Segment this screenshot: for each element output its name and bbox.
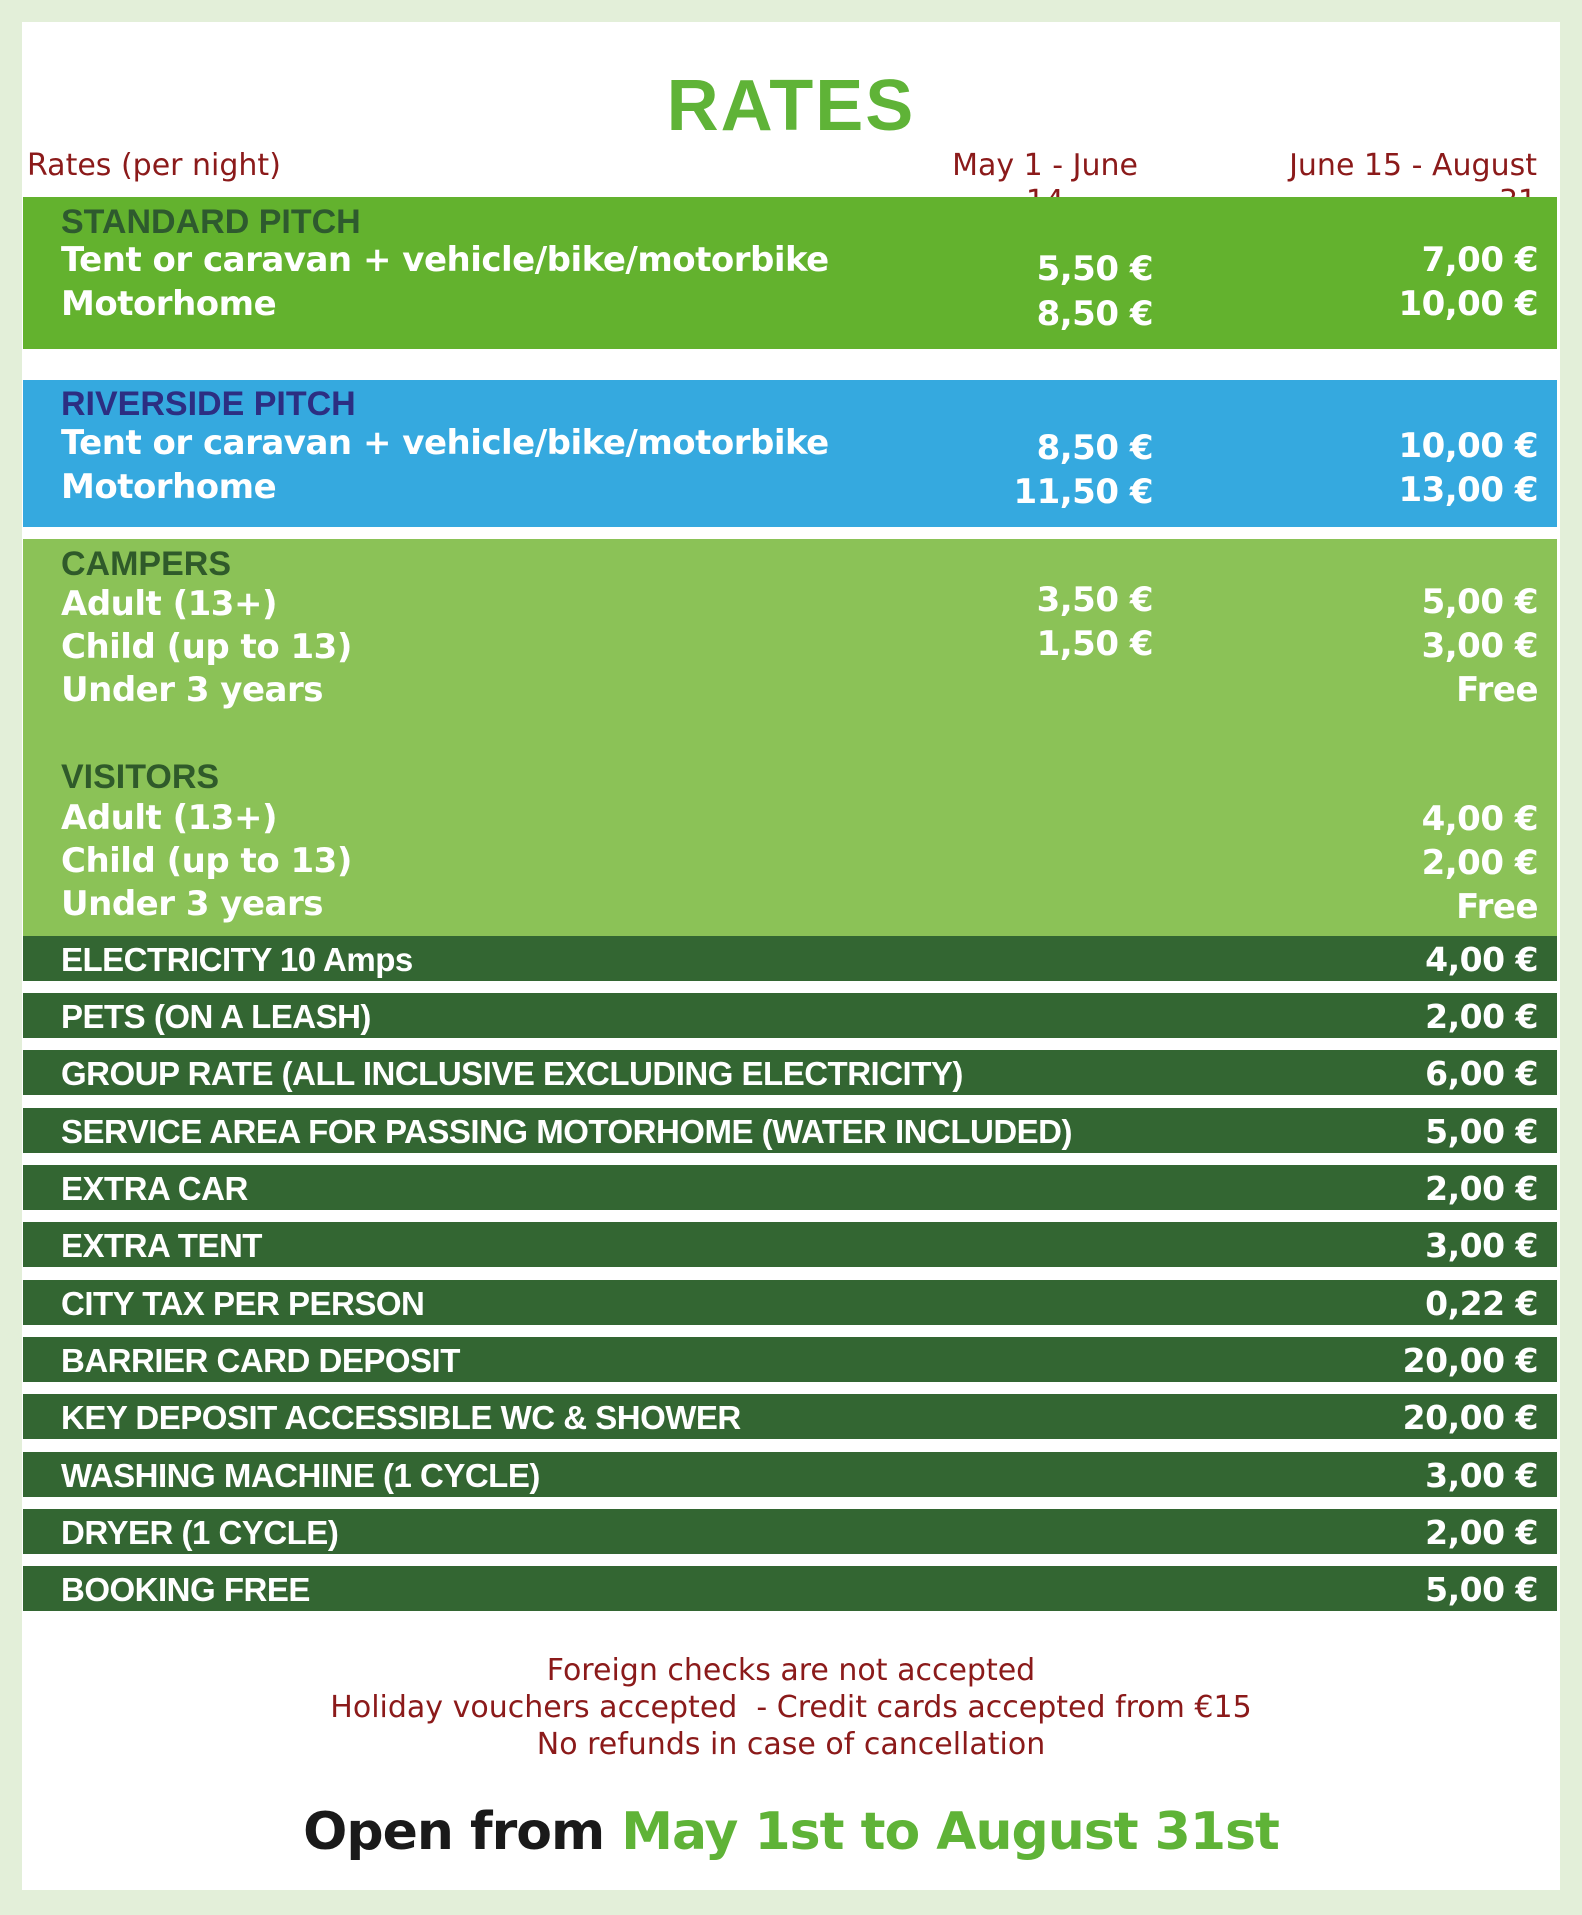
rate-label: Child (up to 13) bbox=[61, 627, 352, 667]
extra-price: 3,00 € bbox=[1425, 1456, 1538, 1495]
rate-price-period-2: 7,00 € bbox=[1421, 240, 1538, 280]
opening-dates: May 1st to August 31st bbox=[621, 1802, 1279, 1862]
rate-price-period-1: 1,50 € bbox=[1036, 624, 1153, 664]
rate-label: Motorhome bbox=[61, 284, 277, 324]
extra-price: 2,00 € bbox=[1425, 997, 1538, 1036]
rate-price-period-2: 3,00 € bbox=[1421, 626, 1538, 666]
extra-price: 20,00 € bbox=[1402, 1398, 1538, 1437]
visitors-section bbox=[23, 736, 1557, 944]
extra-label: BARRIER CARD DEPOSIT bbox=[61, 1342, 460, 1379]
extra-row-pets bbox=[23, 993, 1557, 1038]
extra-label: KEY DEPOSIT ACCESSIBLE WC & SHOWER bbox=[61, 1399, 741, 1436]
rate-price-period-2: 4,00 € bbox=[1421, 799, 1538, 839]
extra-row-dryer bbox=[23, 1509, 1557, 1554]
campers-section bbox=[23, 539, 1557, 747]
payment-notes bbox=[22, 1652, 1560, 1763]
note-line: Holiday vouchers accepted - Credit cards accepted from €15 bbox=[330, 1690, 1252, 1725]
extra-label: SERVICE AREA FOR PASSING MOTORHOME (WATER INCLUDED) bbox=[61, 1113, 1072, 1150]
rates-per-night-label: Rates (per night) bbox=[27, 148, 281, 183]
rate-label: Adult (13+) bbox=[61, 584, 277, 624]
extra-price: 5,00 € bbox=[1425, 1570, 1538, 1609]
rate-price-period-1: 8,50 € bbox=[1036, 428, 1153, 468]
extra-label: BOOKING FREE bbox=[61, 1571, 310, 1608]
extra-label: ELECTRICITY 10 Amps bbox=[61, 941, 413, 978]
extra-price: 5,00 € bbox=[1425, 1112, 1538, 1151]
section-title: VISITORS bbox=[61, 758, 220, 796]
rate-price-period-2: 13,00 € bbox=[1398, 470, 1538, 510]
rate-label: Adult (13+) bbox=[61, 798, 277, 838]
section-title: STANDARD PITCH bbox=[61, 203, 361, 241]
rate-price-period-1: 11,50 € bbox=[1013, 472, 1153, 512]
extra-price: 3,00 € bbox=[1425, 1226, 1538, 1265]
note-line: No refunds in case of cancellation bbox=[536, 1727, 1046, 1762]
extra-label: GROUP RATE (ALL INCLUSIVE EXCLUDING ELECTRICITY) bbox=[61, 1055, 963, 1092]
extra-row-city-tax bbox=[23, 1280, 1557, 1325]
standard-pitch-section bbox=[23, 197, 1557, 349]
rate-price-period-1: 3,50 € bbox=[1036, 580, 1153, 620]
extra-label: WASHING MACHINE (1 CYCLE) bbox=[61, 1457, 540, 1494]
note-line: Foreign checks are not accepted bbox=[546, 1653, 1036, 1688]
rate-price-period-2: 10,00 € bbox=[1398, 426, 1538, 466]
extra-label: EXTRA CAR bbox=[61, 1170, 248, 1207]
page-title: RATES bbox=[666, 66, 916, 146]
rate-label: Child (up to 13) bbox=[61, 841, 352, 881]
extra-price: 6,00 € bbox=[1425, 1054, 1538, 1093]
rate-label: Tent or caravan + vehicle/bike/motorbike bbox=[61, 423, 829, 463]
rates-sheet bbox=[22, 22, 1560, 1890]
rate-label: Motorhome bbox=[61, 467, 277, 507]
extra-row-service-area bbox=[23, 1108, 1557, 1153]
period-1-header: May 1 - June bbox=[952, 148, 1138, 183]
extra-label: CITY TAX PER PERSON bbox=[61, 1285, 425, 1322]
rate-label: Under 3 years bbox=[61, 670, 323, 710]
rate-price-period-2: 5,00 € bbox=[1421, 582, 1538, 622]
extra-price: 4,00 € bbox=[1425, 940, 1538, 979]
section-title: CAMPERS bbox=[61, 545, 232, 583]
rate-label: Under 3 years bbox=[61, 884, 323, 924]
extra-row-washing-machine bbox=[23, 1452, 1557, 1497]
extra-row-extra-car bbox=[23, 1165, 1557, 1210]
extra-row-electricity bbox=[23, 936, 1557, 981]
extra-row-barrier-card bbox=[23, 1337, 1557, 1382]
period-2-header: June 15 - August bbox=[1289, 148, 1537, 183]
extra-price: 2,00 € bbox=[1425, 1513, 1538, 1552]
riverside-pitch-section bbox=[23, 380, 1557, 527]
extra-row-booking bbox=[23, 1566, 1557, 1611]
rate-price-period-1: 5,50 € bbox=[1036, 249, 1153, 289]
extra-price: 0,22 € bbox=[1425, 1284, 1538, 1323]
opening-period bbox=[22, 1802, 1560, 1862]
extra-price: 20,00 € bbox=[1402, 1341, 1538, 1380]
extra-row-key-deposit bbox=[23, 1394, 1557, 1439]
rate-price-period-2: Free bbox=[1456, 670, 1538, 710]
extra-row-extra-tent bbox=[23, 1222, 1557, 1267]
rate-price-period-1: 8,50 € bbox=[1036, 294, 1153, 334]
extra-price: 2,00 € bbox=[1425, 1169, 1538, 1208]
extra-label: PETS (ON A LEASH) bbox=[61, 998, 371, 1035]
extra-label: EXTRA TENT bbox=[61, 1227, 262, 1264]
rate-price-period-2: 10,00 € bbox=[1398, 284, 1538, 324]
rate-price-period-2: Free bbox=[1456, 887, 1538, 927]
extra-label: DRYER (1 CYCLE) bbox=[61, 1514, 339, 1551]
extra-row-group-rate bbox=[23, 1050, 1557, 1095]
section-title: RIVERSIDE PITCH bbox=[61, 385, 356, 423]
rate-label: Tent or caravan + vehicle/bike/motorbike bbox=[61, 240, 829, 280]
opening-prefix: Open from bbox=[303, 1802, 622, 1862]
rate-price-period-2: 2,00 € bbox=[1421, 843, 1538, 883]
